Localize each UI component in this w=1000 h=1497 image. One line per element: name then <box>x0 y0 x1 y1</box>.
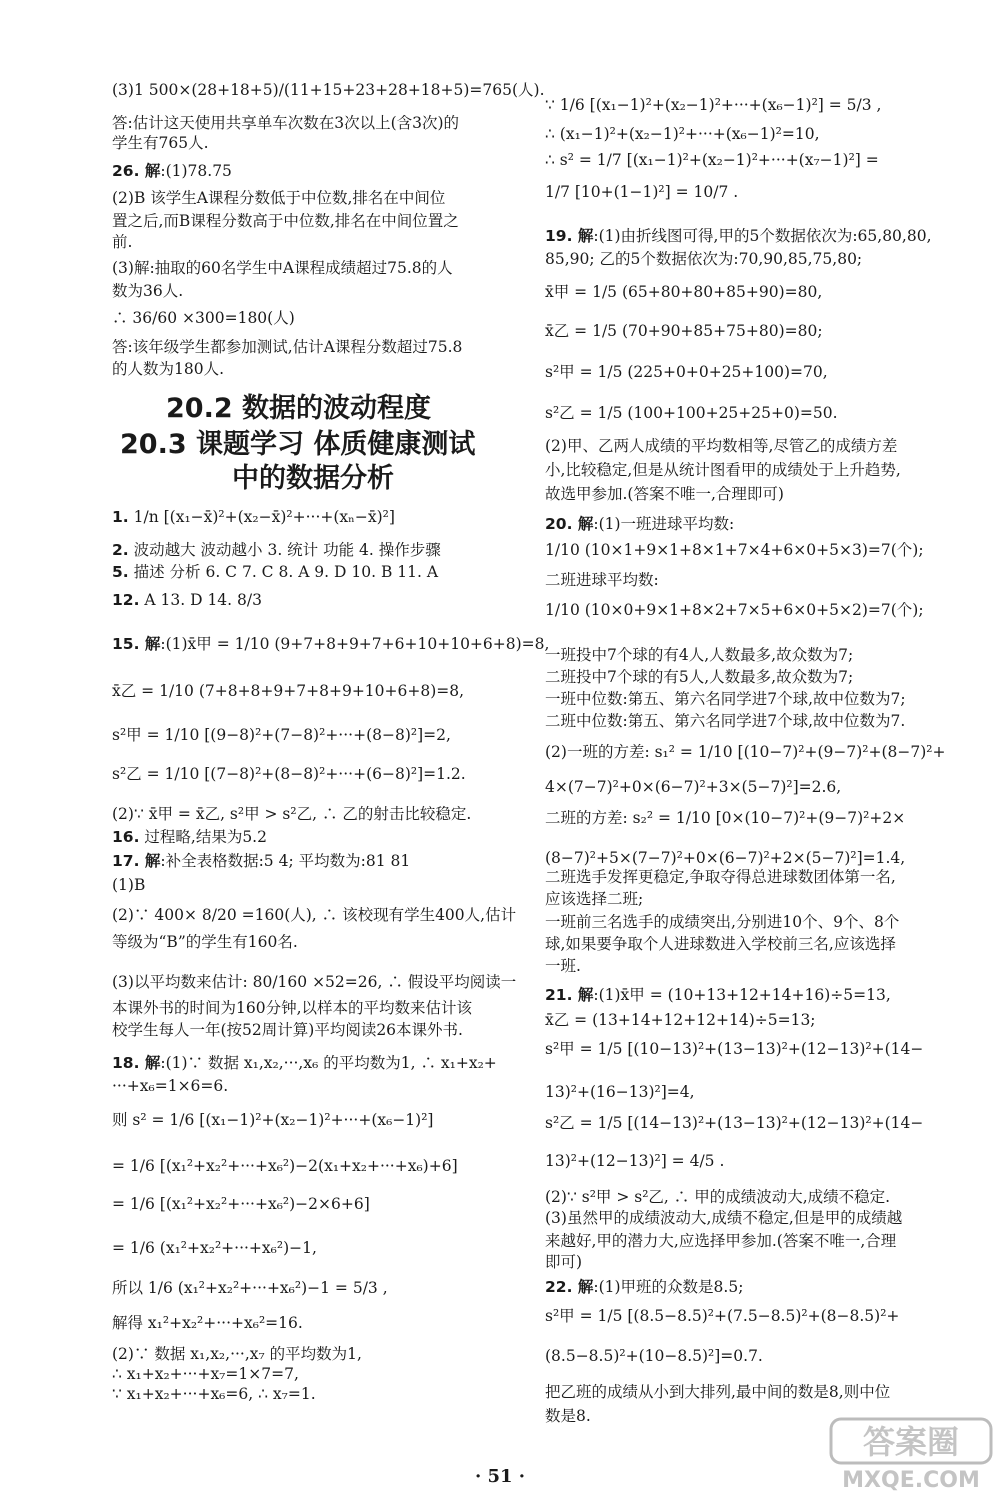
right-line: ∴ (x₁−1)²+(x₂−1)²+···+(x₆−1)²=10, <box>545 125 820 143</box>
svg-text:答案圈: 答案圈 <box>862 1423 960 1461</box>
right-line: 85,90; 乙的5个数据依次为:70,90,85,75,80; <box>545 250 863 268</box>
right-line: s²甲 = 1/5 [(10−13)²+(13−13)²+(12−13)²+(14− <box>545 1040 924 1058</box>
right-line: (2)甲、乙两人成绩的平均数相等,尽管乙的成绩方差 <box>545 437 898 455</box>
left-line: (2)∵ 数据 x₁,x₂,···,x₇ 的平均数为1, <box>112 1345 362 1363</box>
left-line: (3)解:抽取的60名学生中A课程成绩超过75.8的人 <box>112 259 453 277</box>
left-line: 答:估计这天使用共享单车次数在3次以上(含3次)的 <box>112 114 460 132</box>
left-line: 校学生每人一年(按52周计算)平均阅读26本课外书. <box>112 1021 463 1039</box>
right-line: (8.5−8.5)²+(10−8.5)²]=0.7. <box>545 1347 763 1365</box>
right-line: 二班进球平均数: <box>545 571 659 589</box>
right-line: 1/10 (10×0+9×1+8×2+7×5+6×0+5×2)=7(个); <box>545 601 924 619</box>
left-line: 本课外书的时间为160分钟,以样本的平均数来估计该 <box>112 999 473 1017</box>
right-line: 来越好,甲的潜力大,应选择甲参加.(答案不唯一,合理 <box>545 1232 897 1250</box>
left-line: s²乙 = 1/10 [(7−8)²+(8−8)²+···+(6−8)²]=1.2. <box>112 765 466 783</box>
left-line: (2)∵ x̄甲 = x̄乙, s²甲 > s²乙, ∴ 乙的射击比较稳定. <box>112 805 472 823</box>
right-line: (2)一班的方差: s₁² = 1/10 [(10−7)²+(9−7)²+(8−7)²+ <box>545 743 946 761</box>
right-line: 22. 解:(1)甲班的众数是8.5; <box>545 1278 744 1296</box>
left-line: 15. 解:(1)x̄甲 = 1/10 (9+7+8+9+7+6+10+10+6+8)=8, <box>112 635 550 653</box>
right-line: 球,如果要争取个人进球数进入学校前三名,应该选择 <box>545 935 896 953</box>
section-heading-20-3: 20.3 课题学习 体质健康测试 <box>120 429 476 460</box>
right-line: 应该选择二班; <box>545 890 644 908</box>
right-line: 1/7 [10+(1−1)²] = 10/7 . <box>545 183 739 201</box>
left-line: x̄乙 = 1/10 (7+8+8+9+7+8+9+10+6+8)=8, <box>112 682 465 700</box>
right-line: s²甲 = 1/5 [(8.5−8.5)²+(7.5−8.5)²+(8−8.5)²+ <box>545 1307 900 1325</box>
right-line: s²乙 = 1/5 [(14−13)²+(13−13)²+(12−13)²+(14− <box>545 1114 924 1132</box>
left-line: (3)以平均数来估计: 80/160 ×52=26, ∴ 假设平均阅读一 <box>112 973 517 991</box>
left-line: ···+x₆=1×6=6. <box>112 1077 229 1095</box>
right-line: ∴ s² = 1/7 [(x₁−1)²+(x₂−1)²+···+(x₇−1)²] = <box>545 151 879 169</box>
right-line: 20. 解:(1)一班进球平均数: <box>545 515 735 533</box>
left-line: 前. <box>112 233 133 251</box>
left-line: 答:该年级学生都参加测试,估计A课程分数超过75.8 <box>112 338 463 356</box>
svg-text:MXQE.COM: MXQE.COM <box>842 1468 980 1493</box>
right-line: x̄乙 = (13+14+12+12+14)÷5=13; <box>545 1011 816 1029</box>
left-line: 置之后,而B课程分数高于中位数,排名在中间位置之 <box>112 212 459 230</box>
left-line: 5. 描述 分析 6. C 7. C 8. A 9. D 10. B 11. A <box>112 563 439 581</box>
left-line: (2)B 该学生A课程分数低于中位数,排名在中间位 <box>112 189 446 207</box>
section-heading-20-3-cont: 中的数据分析 <box>232 463 394 494</box>
right-line: ∵ 1/6 [(x₁−1)²+(x₂−1)²+···+(x₆−1)²] = 5/3 , <box>545 96 882 114</box>
right-line: 故选甲参加.(答案不唯一,合理即可) <box>545 485 784 503</box>
left-line: 解得 x₁²+x₂²+···+x₆²=16. <box>112 1314 303 1332</box>
right-line: 二班中位数:第五、第六名同学进7个球,故中位数为7. <box>545 712 906 730</box>
right-line: (3)虽然甲的成绩波动大,成绩不稳定,但是甲的成绩越 <box>545 1209 903 1227</box>
right-line: 即可) <box>545 1253 583 1271</box>
right-line: (8−7)²+5×(7−7)²+0×(6−7)²+2×(5−7)²]=1.4, <box>545 849 906 867</box>
right-line: 一班中位数:第五、第六名同学进7个球,故中位数为7; <box>545 690 906 708</box>
left-line: 等级为“B”的学生有160名. <box>112 933 298 951</box>
left-line: ∵ x₁+x₂+···+x₆=6, ∴ x₇=1. <box>112 1385 316 1403</box>
left-line: (3)1 500×(28+18+5)/(11+15+23+28+18+5)=765(人). <box>112 81 545 99</box>
left-line: ∴ 36/60 ×300=180(人) <box>112 309 295 327</box>
right-line: 二班选手发挥更稳定,争取夺得总进球数团体第一名, <box>545 868 896 886</box>
section-heading-20-2: 20.2 数据的波动程度 <box>166 393 432 424</box>
right-line: x̄甲 = 1/5 (65+80+80+85+90)=80, <box>545 283 823 301</box>
right-line: 19. 解:(1)由折线图可得,甲的5个数据依次为:65,80,80, <box>545 227 932 245</box>
left-line: 学生有765人. <box>112 134 209 152</box>
left-line: 所以 1/6 (x₁²+x₂²+···+x₆²)−1 = 5/3 , <box>112 1279 388 1297</box>
right-line: (2)∵ s²甲 > s²乙, ∴ 甲的成绩波动大,成绩不稳定. <box>545 1188 891 1206</box>
right-line: 13)²+(16−13)²]=4, <box>545 1083 695 1101</box>
left-line: ∴ x₁+x₂+···+x₇=1×7=7, <box>112 1365 299 1383</box>
left-line: = 1/6 (x₁²+x₂²+···+x₆²)−1, <box>112 1239 317 1257</box>
left-line: 16. 过程略,结果为5.2 <box>112 828 267 846</box>
left-line: = 1/6 [(x₁²+x₂²+···+x₆²)−2(x₁+x₂+···+x₆)+6] <box>112 1157 458 1175</box>
right-line: s²甲 = 1/5 (225+0+0+25+100)=70, <box>545 363 828 381</box>
left-line: (1)B <box>112 876 146 894</box>
left-line: s²甲 = 1/10 [(9−8)²+(7−8)²+···+(8−8)²]=2, <box>112 726 451 744</box>
right-line: 二班投中7个球的有5人,人数最多,故众数为7; <box>545 668 854 686</box>
right-line: x̄乙 = 1/5 (70+90+85+75+80)=80; <box>545 322 823 340</box>
left-line: 12. A 13. D 14. 8/3 <box>112 591 262 609</box>
right-line: 一班. <box>545 957 581 975</box>
left-line: 18. 解:(1)∵ 数据 x₁,x₂,···,x₆ 的平均数为1, ∴ x₁+x₂+ <box>112 1054 497 1072</box>
left-line: 26. 解:(1)78.75 <box>112 162 232 180</box>
right-line: 二班的方差: s₂² = 1/10 [0×(10−7)²+(9−7)²+2× <box>545 809 906 827</box>
left-line: (2)∵ 400× 8/20 =160(人), ∴ 该校现有学生400人,估计 <box>112 906 517 924</box>
left-line: 1. 1/n [(x₁−x̄)²+(x₂−x̄)²+···+(xₙ−x̄)²] <box>112 508 395 526</box>
right-line: s²乙 = 1/5 (100+100+25+25+0)=50. <box>545 404 838 422</box>
right-line: 一班投中7个球的有4人,人数最多,故众数为7; <box>545 646 854 664</box>
left-line: 的人数为180人. <box>112 360 225 378</box>
page-number: · 51 · <box>474 1466 526 1487</box>
right-line: 4×(7−7)²+0×(6−7)²+3×(5−7)²]=2.6, <box>545 778 842 796</box>
right-line: 1/10 (10×1+9×1+8×1+7×4+6×0+5×3)=7(个); <box>545 541 924 559</box>
left-line: 数为36人. <box>112 282 184 300</box>
left-line: = 1/6 [(x₁²+x₂²+···+x₆²)−2×6+6] <box>112 1195 370 1213</box>
left-line: 17. 解:补全表格数据:5 4; 平均数为:81 81 <box>112 852 411 870</box>
right-line: 数是8. <box>545 1407 591 1425</box>
watermark-logo <box>829 1415 994 1493</box>
left-line: 则 s² = 1/6 [(x₁−1)²+(x₂−1)²+···+(x₆−1)²] <box>112 1111 434 1129</box>
right-line: 小,比较稳定,但是从统计图看甲的成绩处于上升趋势, <box>545 461 901 479</box>
left-line: 2. 波动越大 波动越小 3. 统计 功能 4. 操作步骤 <box>112 541 441 559</box>
right-line: 一班前三名选手的成绩突出,分别进10个、9个、8个 <box>545 913 900 931</box>
right-line: 21. 解:(1)x̄甲 = (10+13+12+14+16)÷5=13, <box>545 986 891 1004</box>
right-line: 把乙班的成绩从小到大排列,最中间的数是8,则中位 <box>545 1383 891 1401</box>
right-line: 13)²+(12−13)²] = 4/5 . <box>545 1152 725 1170</box>
